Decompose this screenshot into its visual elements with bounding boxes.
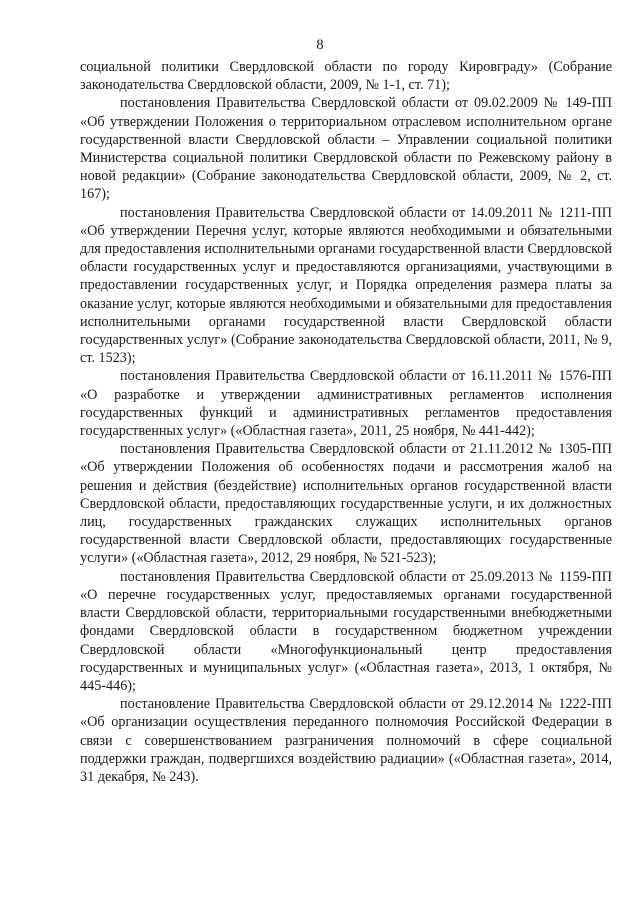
paragraph-resolution-1222pp: постановление Правительства Свердловской области от 29.12.2014 № 1222-ПП «Об организации осуществления переданного полномочия Российской Федерации в связи с совершенствованием разграничения полномочий в сфере социальной поддержки граждан, подвергшихся воздействию радиации» («Областная газета», 2014, 31 декабря, № 243). [80,696,612,785]
paragraph-resolution-1576pp: постановления Правительства Свердловской области от 16.11.2011 № 1576-ПП «О разработке и утверждении административных регламентов исполнения государственных функций и административных регламентов предоставления государственных услуг» («Областная газета», 2011, 25 ноября, № 441-442); [80,368,612,440]
paragraph-continuation: социальной политики Свердловской области по городу Кировграду» (Собрание законодательства Свердловской области, 2009, № 1-1, ст. 71); [80,59,612,94]
paragraph-resolution-149pp: постановления Правительства Свердловской области от 09.02.2009 № 149-ПП «Об утверждении Положения о территориальном отраслевом исполнительном органе государственной власти Свердловской области – Управлении социальной политики Министерства социальной политики Свердловской области по Режевскому району в новой редакции» (Собрание законодательства Свердловской области, 2009, № 2, ст. 167); [80,95,612,203]
paragraph-resolution-1305pp: постановления Правительства Свердловской области от 21.11.2012 № 1305-ПП «Об утверждении Положения об особенностях подачи и рассмотрения жалоб на решения и действия (бездействие) исполнительных органов государственной власти Свердловской области, предоставляющих государственные услуги, и их должностных лиц, государственных гражданских служащих исполнительных органов государственной власти Свердловской области, предоставляющих государственные услуги» («Областная газета», 2012, 29 ноября, № 521-523); [80,441,612,567]
page-number: 8 [316,37,324,53]
document-body [80,58,612,786]
paragraph-resolution-1211pp: постановления Правительства Свердловской области от 14.09.2011 № 1211-ПП «Об утверждении Перечня услуг, которые являются необходимыми и обязательными для предоставления исполнительными органами государственной власти Свердловской области государственных услуг и предоставляются организациями, участвующими в предоставлении государственных услуг, и Порядка определения размера платы за оказание услуг, которые являются необходимыми и обязательными для предоставления исполнительными органами государственной власти Свердловской области государственных услуг» (Собрание законодательства Свердловской области, 2011, № 9, ст. 1523); [80,204,612,367]
paragraph-resolution-1159pp: постановления Правительства Свердловской области от 25.09.2013 № 1159-ПП «О перечне государственных услуг, предоставляемых органами государственной власти Свердловской области, территориальными государственными внебюджетными фондами Свердловской области в государственном бюджетном учреждении Свердловской области «Многофункциональный центр предоставления государственных и муниципальных услуг» («Областная газета», 2013, 1 октября, № 445-446); [80,568,612,694]
